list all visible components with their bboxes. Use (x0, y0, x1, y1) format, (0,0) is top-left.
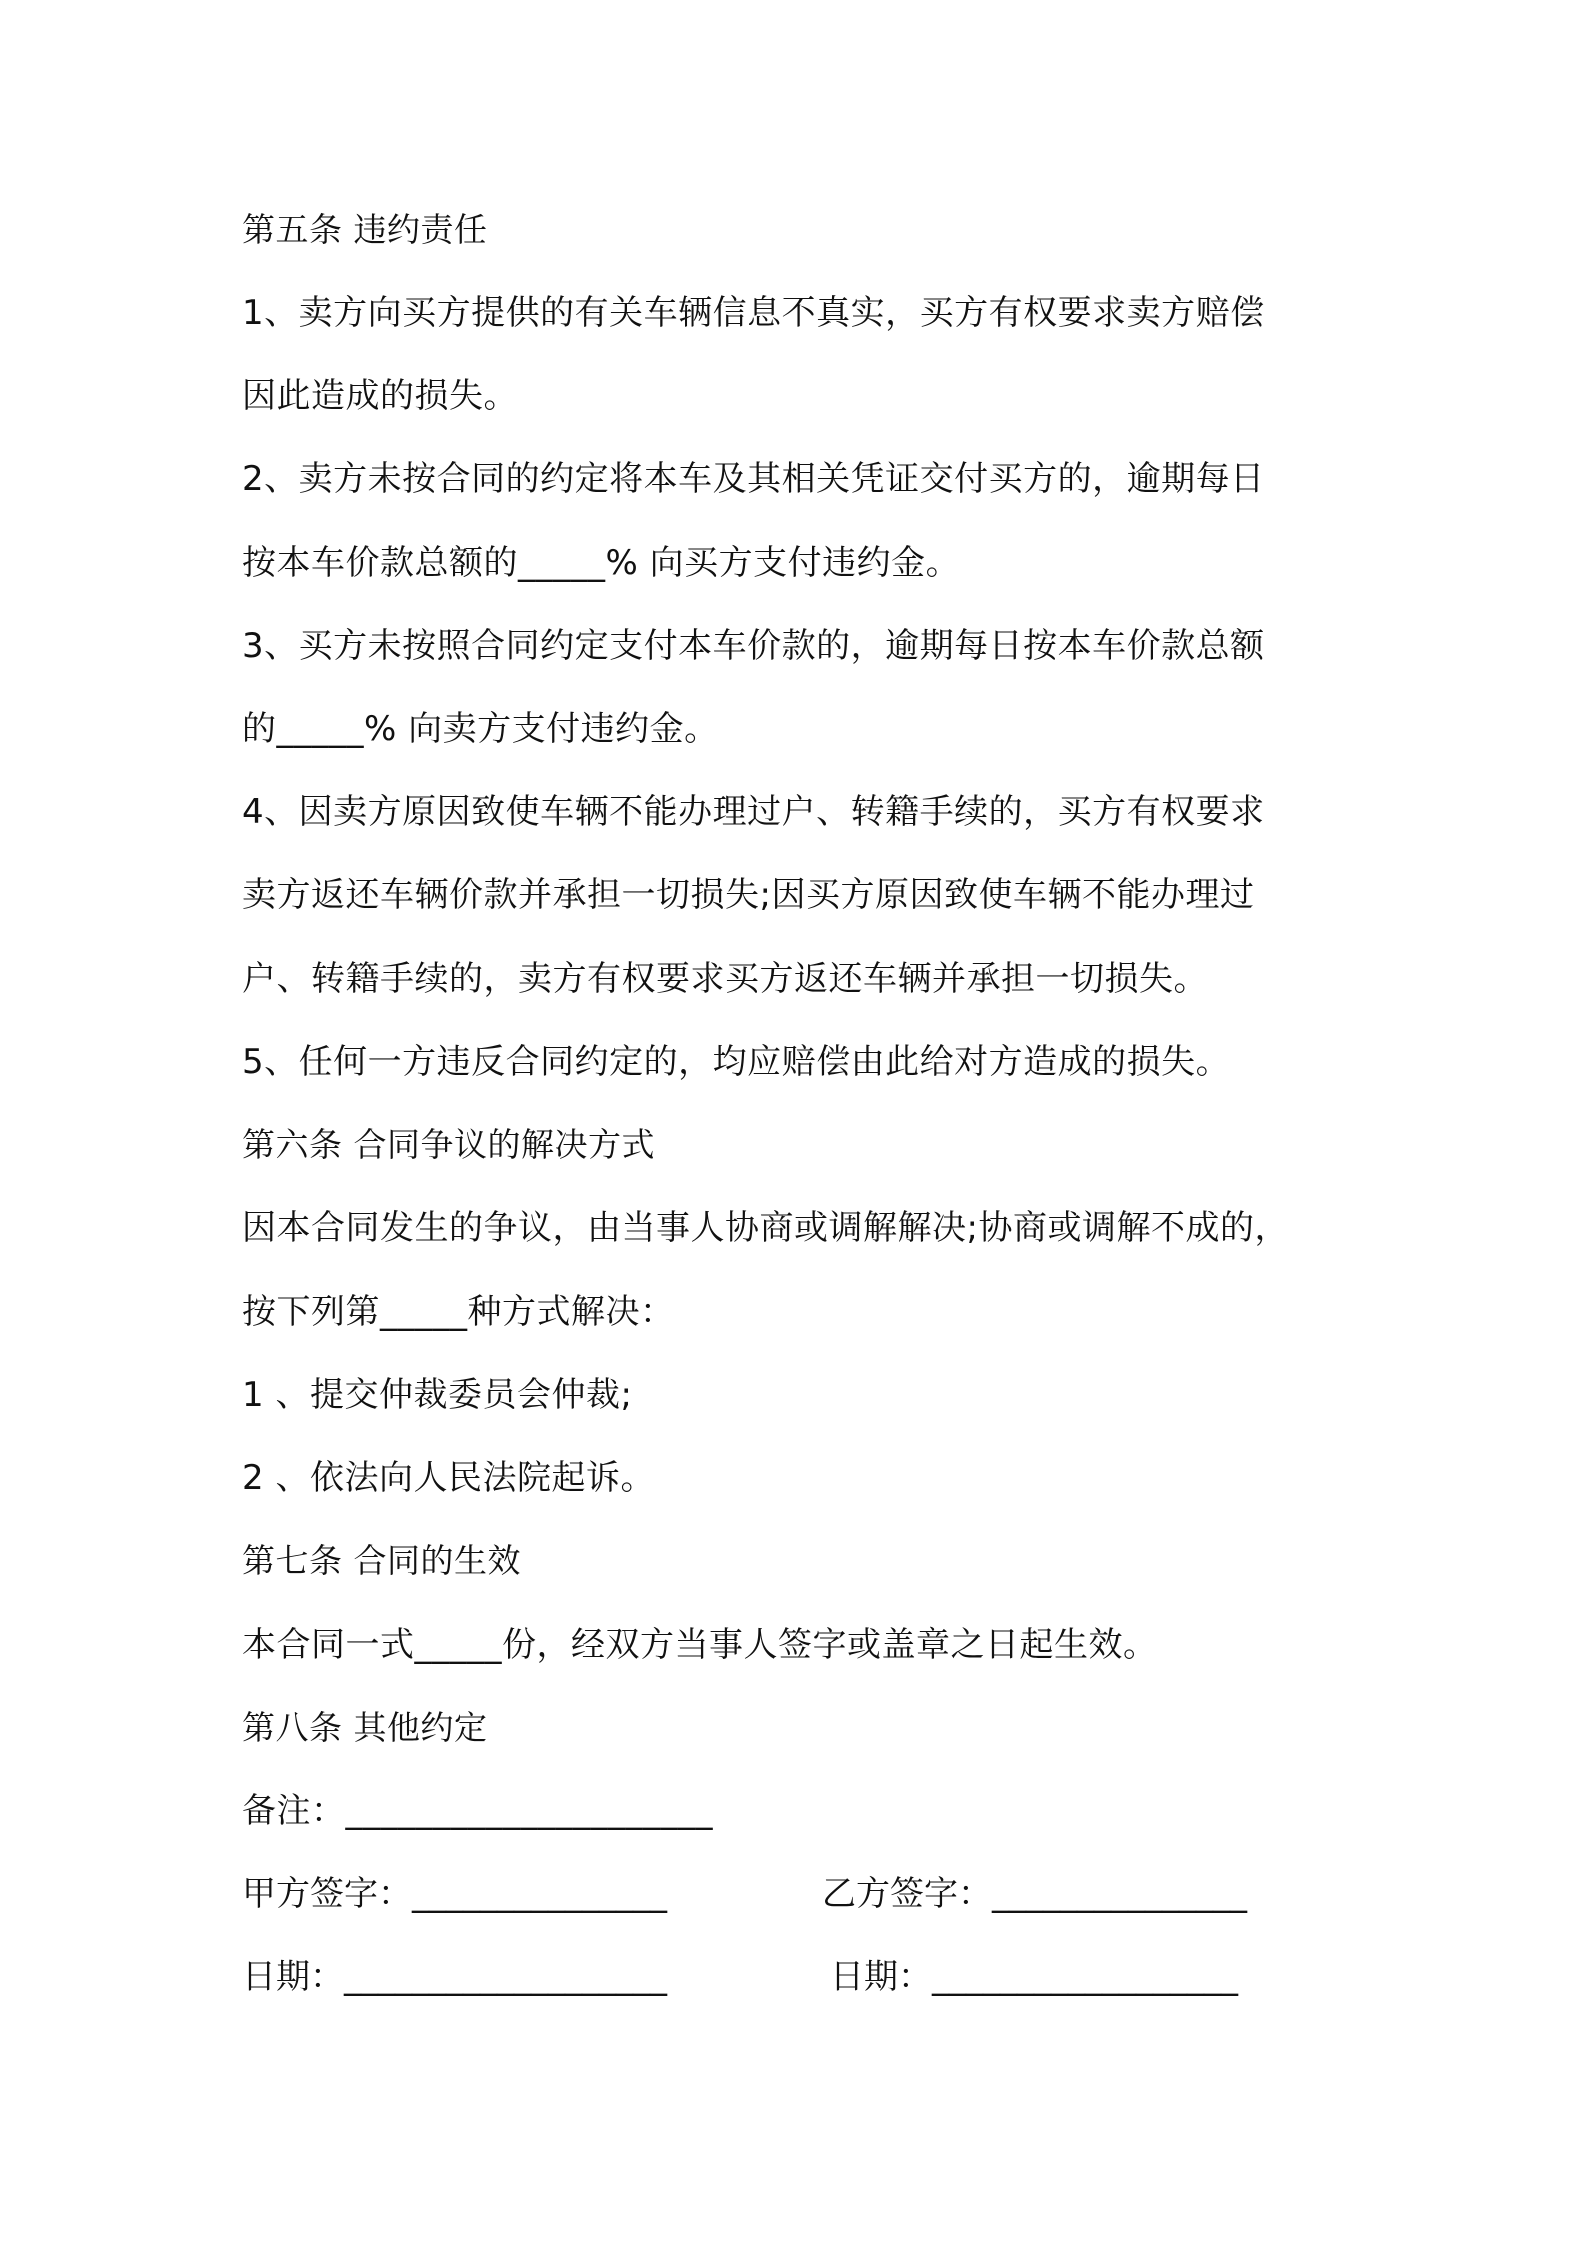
article-5-clause-3-line-2: 的_____% 向卖方支付违约金。 (242, 709, 719, 749)
article-5-clause-4-line-1: 4、因卖方原因致使车辆不能办理过户、转籍手续的，买方有权要求 (242, 792, 1265, 832)
article-6-option-2: 2 、依法向人民法院起诉。 (242, 1458, 655, 1498)
article-7-title: 第七条 合同的生效 (242, 1541, 521, 1580)
article-5-clause-4-line-2: 卖方返还车辆价款并承担一切损失;因买方原因致使车辆不能办理过 (242, 875, 1255, 915)
article-5-clause-2-line-1: 2、卖方未按合同的约定将本车及其相关凭证交付买方的，逾期每日 (242, 459, 1265, 499)
party-b-date-field: 日期：__________________ (830, 1957, 1238, 1997)
article-5-clause-1-line-2: 因此造成的损失。 (242, 376, 518, 416)
article-5-clause-5: 5、任何一方违反合同约定的，均应赔偿由此给对方造成的损失。 (242, 1042, 1231, 1082)
remark-field: 备注：_____________________ (242, 1791, 713, 1831)
article-6-option-1: 1 、提交仲裁委员会仲裁; (242, 1375, 633, 1415)
party-a-date-field: 日期：___________________ (242, 1957, 667, 1997)
party-b-signature-field: 乙方签字：_______________ (822, 1874, 1247, 1914)
article-7-text: 本合同一式_____份，经双方当事人签字或盖章之日起生效。 (242, 1625, 1158, 1665)
party-a-signature-field: 甲方签字：_______________ (242, 1874, 667, 1914)
article-6-title: 第六条 合同争议的解决方式 (242, 1125, 655, 1164)
article-5-title: 第五条 违约责任 (242, 210, 488, 249)
article-5-clause-4-line-3: 户、转籍手续的，卖方有权要求买方返还车辆并承担一切损失。 (242, 959, 1208, 999)
article-5-clause-2-line-2: 按本车价款总额的_____% 向买方支付违约金。 (242, 543, 961, 583)
article-5-clause-3-line-1: 3、买方未按照合同约定支付本车价款的，逾期每日按本车价款总额 (242, 626, 1265, 666)
article-8-title: 第八条 其他约定 (242, 1708, 488, 1747)
article-6-text-line-2: 按下列第_____种方式解决： (242, 1292, 675, 1332)
article-5-clause-1-line-1: 1、卖方向买方提供的有关车辆信息不真实，买方有权要求卖方赔偿 (242, 293, 1265, 333)
article-6-text-line-1: 因本合同发生的争议，由当事人协商或调解解决;协商或调解不成的， (242, 1208, 1289, 1248)
